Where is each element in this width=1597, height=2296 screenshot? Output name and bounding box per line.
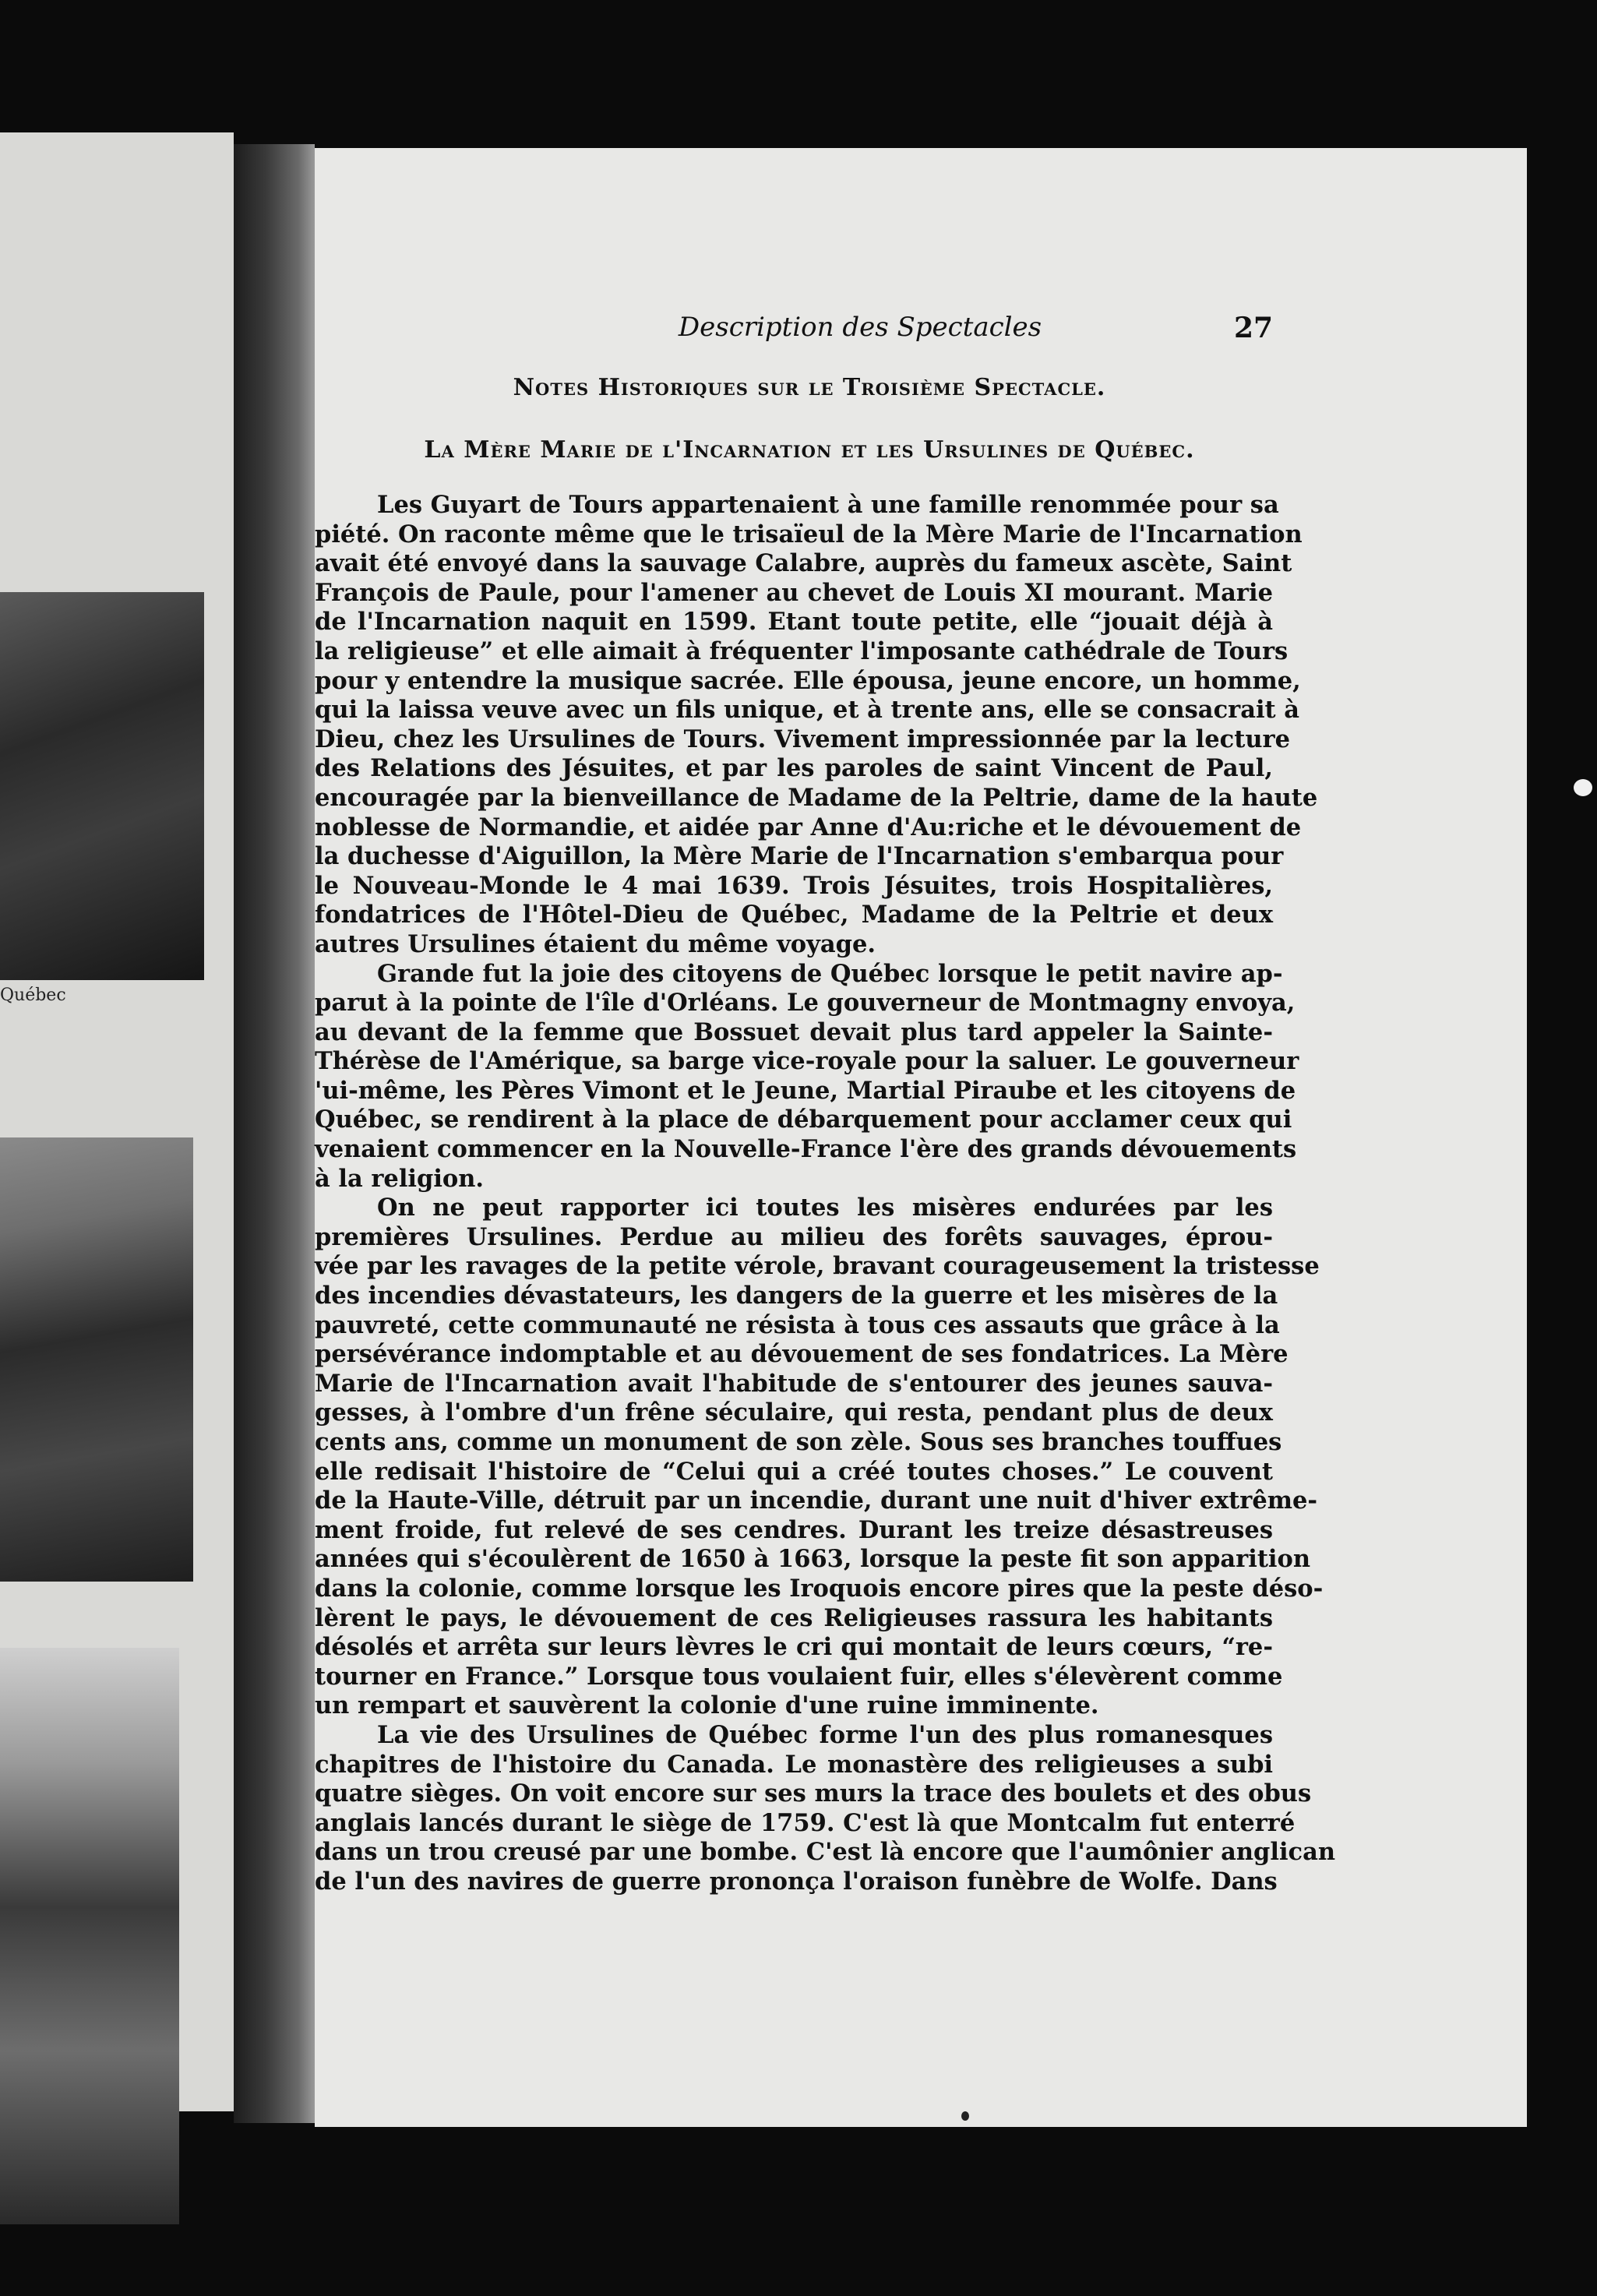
page-header bbox=[315, 312, 1304, 351]
text-line: Marie de l'Incarnation avait l'habitude de s'entourer des jeunes sauva- bbox=[315, 1369, 1273, 1398]
text-line: noblesse de Normandie, et aidée par Anne d'Au:riche et le dévouement de bbox=[315, 813, 1302, 841]
photo-children bbox=[0, 1137, 193, 1582]
edge-speck bbox=[1574, 779, 1592, 796]
text-line: On ne peut rapporter ici toutes les misères endurées par les bbox=[377, 1194, 1273, 1222]
text-line: dans la colonie, comme lorsque les Iroquois encore pires que la peste déso- bbox=[315, 1574, 1324, 1603]
text-line: qui la laissa veuve avec un fils unique, et à trente ans, elle se consacrait à bbox=[315, 696, 1300, 725]
text-line: autres Ursulines étaient du même voyage. bbox=[315, 929, 876, 958]
text-line: persévérance indomptable et au dévouement de ses fondatrices. La Mère bbox=[315, 1340, 1289, 1369]
text-line: encouragée par la bienveillance de Madame de la Peltrie, dame de la haute bbox=[315, 783, 1318, 812]
text-line: La vie des Ursulines de Québec forme l'un des plus romanesques bbox=[377, 1720, 1273, 1749]
text-line: la religieuse” et elle aimait à fréquenter l'imposante cathédrale de Tours bbox=[315, 637, 1289, 665]
text-line: Grande fut la joie des citoyens de Québec lorsque le petit navire ap- bbox=[377, 959, 1283, 988]
text-line: de l'un des navires de guerre prononça l'oraison funèbre de Wolfe. Dans bbox=[315, 1867, 1278, 1896]
text-line: des Relations des Jésuites, et par les paroles de saint Vincent de Paul, bbox=[315, 754, 1273, 783]
text-line: 'ui-même, les Pères Vimont et le Jeune, Martial Piraube et les citoyens de bbox=[315, 1076, 1296, 1105]
text-line: chapitres de l'histoire du Canada. Le monastère des religieuses a subi bbox=[315, 1750, 1273, 1779]
text-line: François de Paule, pour l'amener au chevet de Louis XI mourant. Marie bbox=[315, 578, 1273, 607]
main-page bbox=[315, 148, 1527, 2127]
text-line: des incendies dévastateurs, les dangers de la guerre et les misères de la bbox=[315, 1282, 1278, 1310]
body-text bbox=[315, 491, 1336, 1897]
left-photo-caption: Québec bbox=[0, 986, 66, 1005]
ink-speck bbox=[961, 2111, 969, 2121]
text-line: Les Guyart de Tours appartenaient à une famille renommée pour sa bbox=[377, 491, 1279, 519]
text-line: désolés et arrêta sur leurs lèvres le cri qui montait de leurs cœurs, “re- bbox=[315, 1633, 1273, 1662]
text-line: cents ans, comme un monument de son zèle. Sous ses branches touffues bbox=[315, 1428, 1282, 1456]
text-line: Dieu, chez les Ursulines de Tours. Vivement impressionnée par la lecture bbox=[315, 725, 1290, 753]
text-line: lèrent le pays, le dévouement de ces Religieuses rassura les habitants bbox=[315, 1603, 1273, 1632]
text-line: tourner en France.” Lorsque tous voulaient fuir, elles s'élevèrent comme bbox=[315, 1662, 1283, 1691]
text-line: de l'Incarnation naquit en 1599. Etant toute petite, elle “jouait déjà à bbox=[315, 608, 1273, 637]
text-line: vée par les ravages de la petite vérole, bravant courageusement la tristesse bbox=[315, 1252, 1320, 1281]
text-line: venaient commencer en la Nouvelle-France l'ère des grands dévouements bbox=[315, 1135, 1297, 1164]
text-line: à la religion. bbox=[315, 1164, 485, 1193]
running-head: Description des Spectacles bbox=[678, 312, 1042, 343]
photo-buildings bbox=[0, 1648, 179, 2224]
text-line: Thérèse de l'Amérique, sa barge vice-royale pour la saluer. Le gouverneur bbox=[315, 1047, 1299, 1076]
text-line: un rempart et sauvèrent la colonie d'une ruine imminente. bbox=[315, 1691, 1099, 1720]
text-line: premières Ursulines. Perdue au milieu des forêts sauvages, éprou- bbox=[315, 1222, 1273, 1251]
text-line: pauvreté, cette communauté ne résista à tous ces assauts que grâce à la bbox=[315, 1310, 1280, 1339]
text-line: avait été envoyé dans la sauvage Calabre, auprès du fameux ascète, Saint bbox=[315, 549, 1292, 578]
text-line: anglais lancés durant le siège de 1759. C'est là que Montcalm fut enterré bbox=[315, 1808, 1296, 1837]
text-line: au devant de la femme que Bossuet devait plus tard appeler la Sainte- bbox=[315, 1018, 1273, 1046]
section-heading: Notes Historiques sur le Troisième Spectacle. bbox=[513, 374, 1106, 401]
text-line: années qui s'écoulèrent de 1650 à 1663, lorsque la peste fit son apparition bbox=[315, 1545, 1311, 1574]
text-line: elle redisait l'histoire de “Celui qui a créé toutes choses.” Le couvent bbox=[315, 1457, 1273, 1486]
text-line: ment froide, fut relevé de ses cendres. Durant les treize désastreuses bbox=[315, 1515, 1273, 1544]
text-line: quatre sièges. On voit encore sur ses murs la trace des boulets et des obus bbox=[315, 1779, 1312, 1808]
text-line: la duchesse d'Aiguillon, la Mère Marie de l'Incarnation s'embarqua pour bbox=[315, 842, 1284, 871]
text-line: de la Haute-Ville, détruit par un incendie, durant une nuit d'hiver extrême- bbox=[315, 1487, 1318, 1515]
text-line: piété. On raconte même que le trisaïeul de la Mère Marie de l'Incarnation bbox=[315, 520, 1303, 548]
photo-horse bbox=[0, 592, 204, 980]
text-line: fondatrices de l'Hôtel-Dieu de Québec, Madame de la Peltrie et deux bbox=[315, 901, 1273, 929]
page-number: 27 bbox=[1234, 312, 1274, 344]
text-line: dans un trou creusé par une bombe. C'est là encore que l'aumônier anglican bbox=[315, 1838, 1336, 1867]
text-line: le Nouveau-Monde le 4 mai 1639. Trois Jésuites, trois Hospitalières, bbox=[315, 871, 1273, 900]
section-subheading: La Mère Marie de l'Incarnation et les Ursulines de Québec. bbox=[424, 436, 1195, 464]
text-line: gesses, à l'ombre d'un frêne séculaire, qui resta, pendant plus de deux bbox=[315, 1398, 1273, 1427]
text-line: Québec, se rendirent à la place de débarquement pour acclamer ceux qui bbox=[315, 1106, 1292, 1134]
binding-gutter bbox=[234, 144, 315, 2123]
text-line: pour y entendre la musique sacrée. Elle épousa, jeune encore, un homme, bbox=[315, 666, 1301, 695]
text-line: parut à la pointe de l'île d'Orléans. Le gouverneur de Montmagny envoya, bbox=[315, 989, 1296, 1018]
left-facing-page bbox=[0, 132, 234, 2111]
